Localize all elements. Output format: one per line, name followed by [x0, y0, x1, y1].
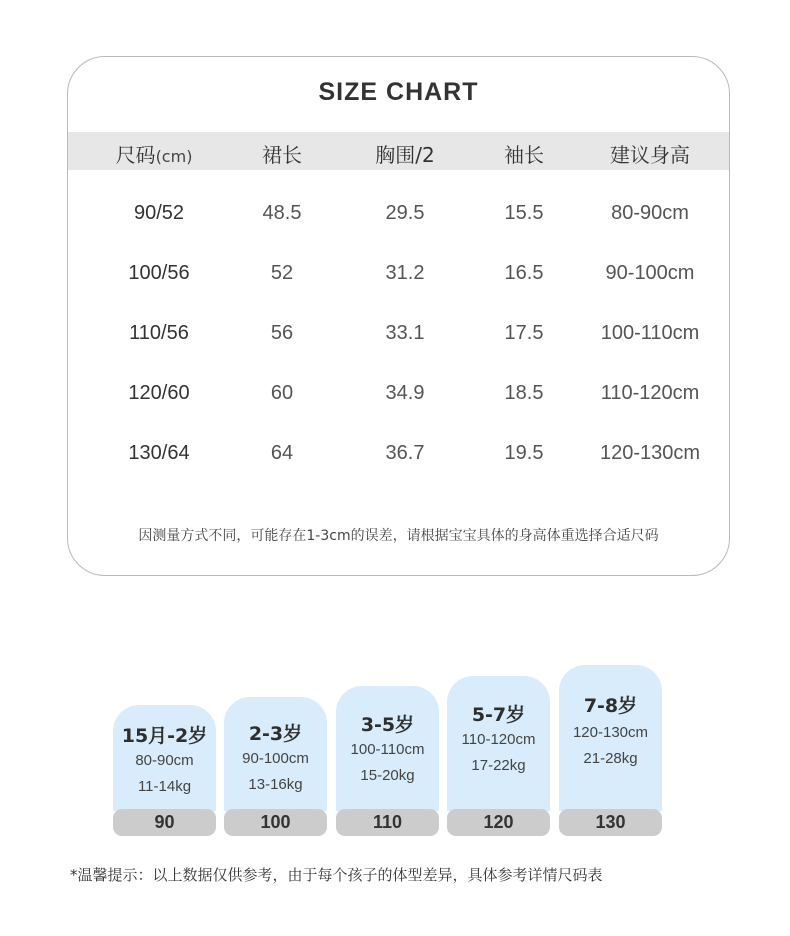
age-label: 2-3岁: [248, 723, 303, 745]
height-range: 120-130cm: [572, 724, 649, 741]
cell-chest: 29.5: [385, 202, 425, 224]
cell-dress-length: 60: [270, 382, 294, 404]
header-size-label: 尺码: [115, 143, 156, 167]
cell-size: 130/64: [128, 442, 190, 464]
height-range: 90-100cm: [242, 750, 309, 767]
cell-sleeve: 19.5: [504, 442, 544, 464]
cell-chest: 34.9: [385, 382, 425, 404]
cell-height: 90-100cm: [605, 262, 695, 284]
cell-size: 110/56: [129, 322, 189, 344]
size-tag: 90: [113, 809, 216, 836]
cell-chest: 36.7: [385, 442, 425, 464]
weight-range: 15-20kg: [360, 767, 415, 784]
cell-size: 90/52: [133, 202, 185, 224]
size-tag: 120: [447, 809, 550, 836]
cell-dress-length: 56: [270, 322, 294, 344]
age-label: 5-7岁: [471, 704, 526, 726]
measurement-note: 因测量方式不同，可能存在1-3cm的误差，请根据宝宝具体的身高体重选择合适尺码: [138, 528, 659, 544]
cell-size: 120/60: [128, 382, 190, 404]
cell-height: 100-110cm: [600, 322, 700, 344]
cell-dress-length: 64: [270, 442, 294, 464]
age-label: 15月-2岁: [121, 725, 208, 747]
height-range: 80-90cm: [135, 752, 194, 769]
height-range: 110-120cm: [461, 731, 536, 748]
weight-range: 17-22kg: [471, 757, 526, 774]
header-sleeve: 袖长: [504, 143, 544, 167]
cell-dress-length: 52: [270, 262, 294, 284]
cell-chest: 31.2: [385, 262, 425, 284]
age-label: 3-5岁: [360, 714, 415, 736]
size-tag: 110: [336, 809, 439, 836]
cell-sleeve: 16.5: [504, 262, 544, 284]
chart-title: SIZE CHART: [318, 78, 479, 106]
height-range: 100-110cm: [350, 741, 425, 758]
cell-chest: 33.1: [385, 322, 425, 344]
weight-range: 13-16kg: [248, 776, 303, 793]
cell-height: 120-130cm: [599, 442, 701, 464]
size-tag: 130: [559, 809, 662, 836]
cell-height: 80-90cm: [611, 202, 689, 224]
header-height: 建议身高: [610, 143, 690, 167]
cell-sleeve: 17.5: [504, 322, 544, 344]
cell-size: 100/56: [128, 262, 190, 284]
cell-dress-length: 48.5: [262, 202, 302, 224]
weight-range: 11-14kg: [137, 778, 192, 795]
header-dress-length: 裙长: [262, 143, 302, 167]
header-size-unit: (cm): [155, 147, 193, 166]
weight-range: 21-28kg: [583, 750, 638, 767]
footnote: *温馨提示：以上数据仅供参考，由于每个孩子的体型差异，具体参考详情尺码表: [70, 866, 603, 884]
cell-sleeve: 15.5: [504, 202, 544, 224]
header-chest: 胸围/2: [375, 143, 435, 167]
cell-sleeve: 18.5: [504, 382, 544, 404]
age-label: 7-8岁: [583, 695, 638, 717]
cell-height: 110-120cm: [600, 382, 700, 404]
size-tag: 100: [224, 809, 327, 836]
